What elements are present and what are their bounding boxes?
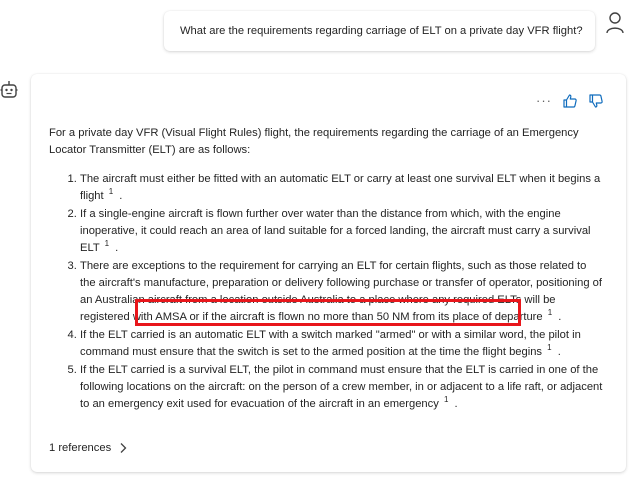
- list-item-text: If the ELT carried is a survival ELT, the pilot in command must ensure that the ELT is carried in one of the following locations on the aircraft: on the person of a crew member, in or adjacent to a life raft, or adjacent to an emergency exit used for evacuation of the aircraft in an emergency: [80, 364, 603, 410]
- list-item-text: If a single-engine aircraft is flown further over water than the distance from which, with the engine inoperative, it could reach an area of land suitable for a forced landing, the aircraft must carry a survival ELT: [80, 208, 591, 254]
- list-item: 3. There are exceptions to the requirement for carrying an ELT for certain flights, such as those related to the aircraft's manufacture, preparation or delivery following purchase or transfer of operator, positioning of an Australian aircraft from a location outside Australia to a place where any required ELTs will be registered with AMSA or if the aircraft is flown no more than 50 NM from its place of departure $^1$ .: [80, 258, 605, 326]
- references-toggle[interactable]: [49, 442, 127, 454]
- citation-link[interactable]: 1: [547, 343, 552, 353]
- citation-link[interactable]: 1: [104, 239, 110, 249]
- response-actions: [536, 93, 604, 109]
- citation-link[interactable]: 1: [108, 187, 114, 197]
- list-item-text: There are exceptions to the requirement for carrying an ELT for certain flights, such as those related to the aircraft's manufacture, preparation or delivery following purchase or transfer of operator, positioning of an Australian aircraft from a location outside Australia to a place where any required ELTs will be registered with AMSA: [80, 260, 603, 323]
- list-item: 4. If the ELT carried is an automatic ELT with a switch marked "armed" or with a similar word, the pilot in command must ensure that the switch is set to the armed position at the time the flight begins $^1$ .: [80, 327, 605, 361]
- citation-link[interactable]: 1: [547, 308, 553, 318]
- user-question-text: What are the requirements regarding carriage of ELT on a private day VFR flight?: [180, 25, 583, 37]
- bot-response-card: [31, 74, 626, 472]
- thumbs-down-icon[interactable]: [588, 93, 604, 109]
- thumbs-up-icon[interactable]: [562, 93, 578, 109]
- requirements-list: [49, 171, 605, 413]
- chevron-right-icon: [119, 442, 127, 454]
- user-message-bubble: [164, 11, 595, 51]
- highlighted-text: or if the aircraft is flown no more than 50 NM from its place of departure: [186, 311, 543, 323]
- citation-link[interactable]: 1: [443, 395, 449, 405]
- more-options-icon[interactable]: ···: [536, 93, 552, 108]
- references-label: 1 references: [49, 442, 112, 454]
- list-item: 1. The aircraft must either be fitted with an automatic ELT or carry at least one survival ELT when it begins a flight $^1$ .: [80, 171, 605, 205]
- list-item-text: The aircraft must either be fitted with an automatic ELT or carry at least one survival ELT when it begins a flight: [80, 173, 601, 202]
- response-content: [49, 125, 605, 414]
- list-item: 5. If the ELT carried is a survival ELT, the pilot in command must ensure that the ELT is carried in one of the following locations on the aircraft: on the person of a crew member, in or adjacent to a life raft, or adjacent to an emergency exit used for evacuation of the aircraft in an emergency $^1$ .: [80, 362, 605, 413]
- list-item-text: If the ELT carried is an automatic ELT with a switch marked "armed" or with a similar word, the pilot in command must ensure that the switch is set to the armed position at the time the flight begins: [80, 329, 581, 358]
- list-item: 2. If a single-engine aircraft is flown further over water than the distance from which, with the engine inoperative, it could reach an area of land suitable for a forced landing, the aircraft must carry a survival ELT $^1$ .: [80, 206, 605, 257]
- user-avatar-icon: [605, 11, 625, 35]
- response-intro: For a private day VFR (Visual Flight Rules) flight, the requirements regarding the carriage of an Emergency Locator Transmitter (ELT) are as follows:: [49, 127, 579, 156]
- bot-avatar-icon: [0, 79, 18, 101]
